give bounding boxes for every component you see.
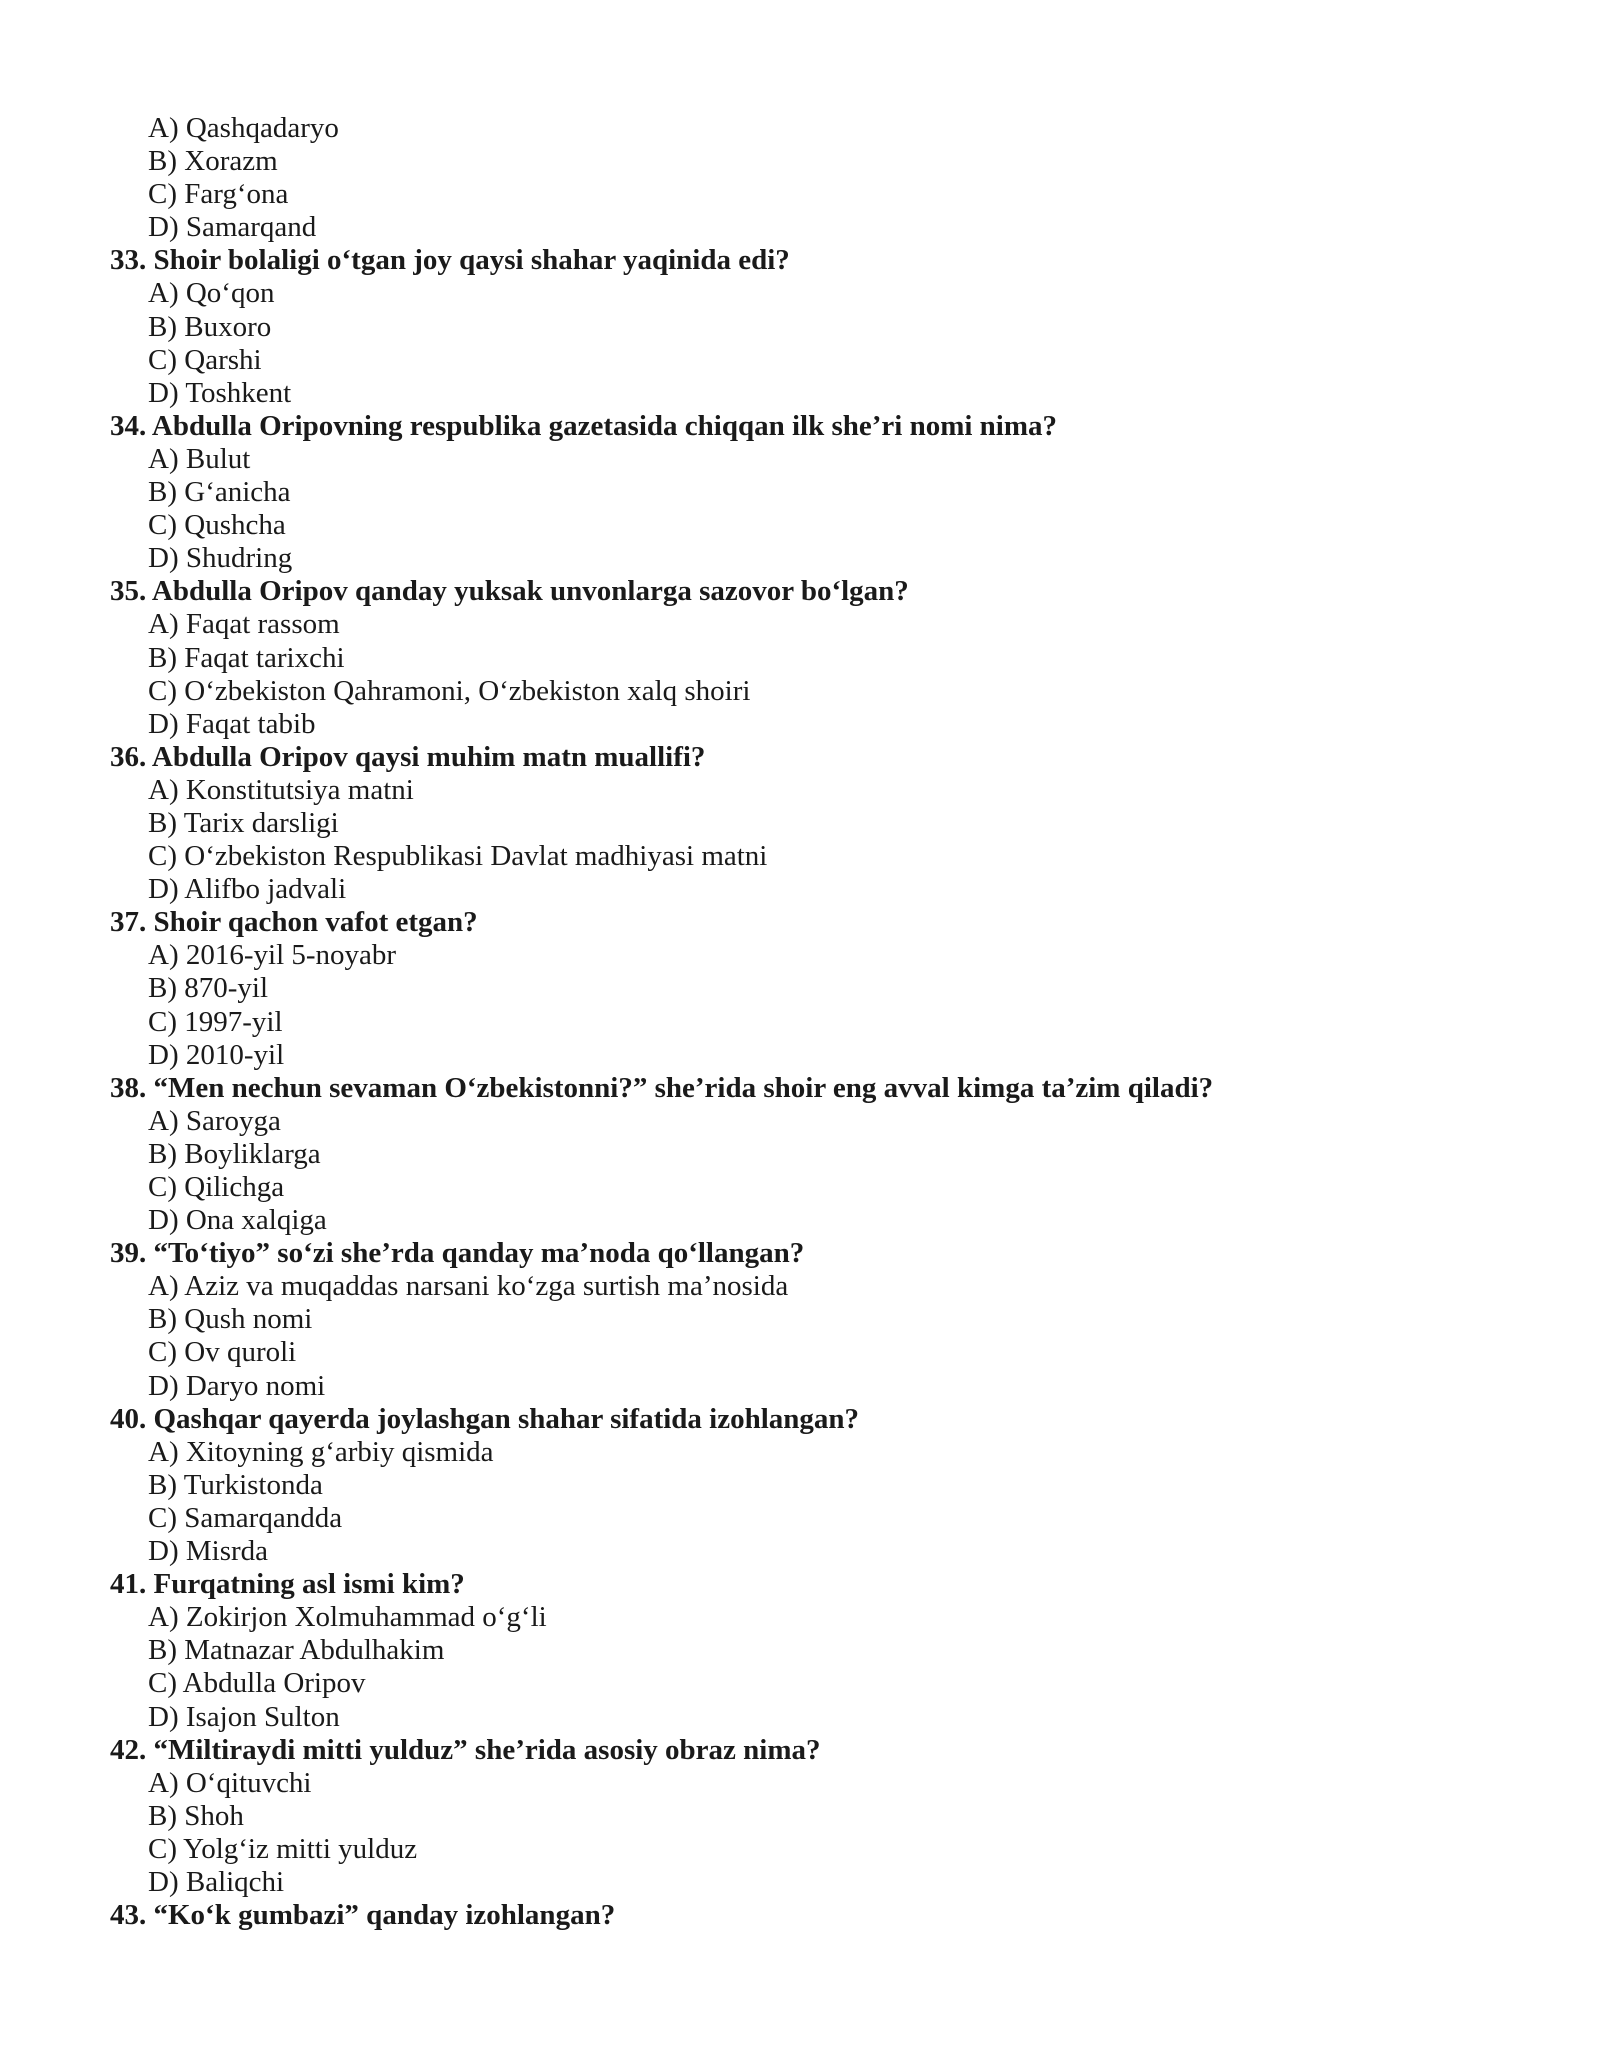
- answer-option: D) Samarqand: [148, 211, 317, 244]
- answer-option: B) Matnazar Abdulhakim: [148, 1634, 445, 1667]
- answer-option: D) Faqat tabib: [148, 707, 316, 740]
- answer-option: A) Xitoyning g‘arbiy qismida: [148, 1435, 494, 1468]
- answer-option: D) Toshkent: [148, 376, 292, 409]
- question-text: 39. “To‘tiyo” so‘zi she’rda qanday ma’noda qo‘llangan?: [110, 1237, 805, 1270]
- answer-option: B) 870-yil: [148, 972, 269, 1005]
- answer-option: D) Isajon Sulton: [148, 1700, 340, 1733]
- question-text: 37. Shoir qachon vafot etgan?: [110, 906, 478, 939]
- answer-option: D) Misrda: [148, 1535, 269, 1568]
- question-text: 35. Abdulla Oripov qanday yuksak unvonlarga sazovor bo‘lgan?: [110, 575, 909, 608]
- answer-option: D) Baliqchi: [148, 1865, 285, 1898]
- answer-option: D) Alifbo jadvali: [148, 873, 347, 906]
- answer-option: A) Faqat rassom: [148, 608, 340, 641]
- answer-option: A) 2016-yil 5-noyabr: [148, 939, 397, 972]
- answer-option: C) Qarshi: [148, 343, 262, 376]
- answer-option: A) O‘qituvchi: [148, 1766, 312, 1799]
- answer-option: A) Zokirjon Xolmuhammad o‘g‘li: [148, 1601, 547, 1634]
- document-page: [0, 112, 1600, 1932]
- answer-option: B) Boyliklarga: [148, 1137, 321, 1170]
- answer-option: A) Bulut: [148, 442, 251, 475]
- answer-option: C) Qushcha: [148, 509, 286, 542]
- question-text: 42. “Miltiraydi mitti yulduz” she’rida asosiy obraz nima?: [110, 1733, 821, 1766]
- answer-option: B) Qush nomi: [148, 1303, 313, 1336]
- question-text: 36. Abdulla Oripov qaysi muhim matn muallifi?: [110, 740, 706, 773]
- answer-option: A) Aziz va muqaddas narsani ko‘zga surtish ma’nosida: [148, 1270, 789, 1303]
- answer-option: C) Ov quroli: [148, 1336, 297, 1369]
- answer-option: D) Daryo nomi: [148, 1369, 326, 1402]
- question-text: 43. “Ko‘k gumbazi” qanday izohlangan?: [110, 1899, 616, 1932]
- question-text: 41. Furqatning asl ismi kim?: [110, 1568, 465, 1601]
- answer-option: B) Xorazm: [148, 145, 278, 178]
- answer-option: C) Farg‘ona: [148, 178, 289, 211]
- answer-option: B) Turkistonda: [148, 1468, 323, 1501]
- answer-option: D) Shudring: [148, 542, 293, 575]
- question-text: 33. Shoir bolaligi o‘tgan joy qaysi shahar yaqinida edi?: [110, 244, 790, 277]
- answer-option: C) O‘zbekiston Respublikasi Davlat madhiyasi matni: [148, 840, 768, 873]
- answer-option: D) Ona xalqiga: [148, 1204, 327, 1237]
- answer-option: C) Abdulla Oripov: [148, 1667, 366, 1700]
- answer-option: C) O‘zbekiston Qahramoni, O‘zbekiston xalq shoiri: [148, 674, 751, 707]
- answer-option: B) G‘anicha: [148, 476, 291, 509]
- answer-option: B) Buxoro: [148, 310, 272, 343]
- answer-option: B) Shoh: [148, 1799, 244, 1832]
- answer-option: A) Saroyga: [148, 1104, 281, 1137]
- question-text: 40. Qashqar qayerda joylashgan shahar sifatida izohlangan?: [110, 1402, 860, 1435]
- answer-option: C) Qilichga: [148, 1171, 285, 1203]
- answer-option: A) Qo‘qon: [148, 277, 275, 310]
- answer-option: B) Tarix darsligi: [148, 806, 339, 839]
- answer-option: A) Konstitutsiya matni: [148, 773, 414, 806]
- question-text: 34. Abdulla Oripovning respublika gazetasida chiqqan ilk she’ri nomi nima?: [110, 409, 1058, 442]
- answer-option: C) Yolg‘iz mitti yulduz: [148, 1832, 418, 1865]
- answer-option: A) Qashqadaryo: [148, 112, 339, 144]
- answer-option: C) Samarqandda: [148, 1501, 343, 1534]
- question-text: 38. “Men nechun sevaman O‘zbekistonni?” she’rida shoir eng avval kimga ta’zim qiladi?: [110, 1071, 1214, 1104]
- answer-option: D) 2010-yil: [148, 1038, 285, 1071]
- answer-option: C) 1997-yil: [148, 1005, 283, 1038]
- answer-option: B) Faqat tarixchi: [148, 641, 345, 674]
